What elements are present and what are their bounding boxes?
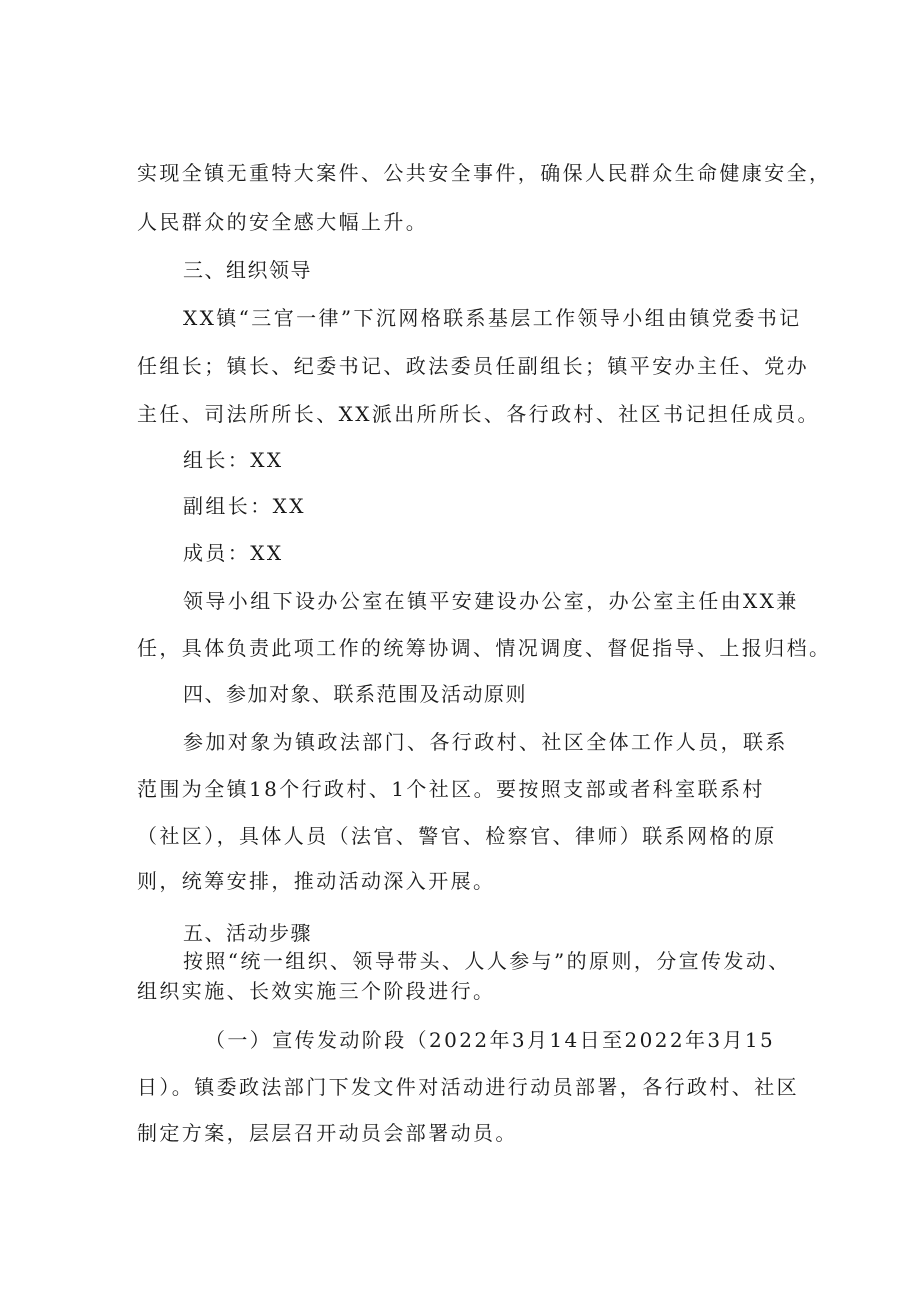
section-5-para-2-line-2: 日）。镇委政法部门下发文件对活动进行动员部署，各行政村、社区	[137, 1075, 799, 1099]
section-4-para-line-3: （社区），具体人员（法官、警官、检察官、律师）联系网格的原	[137, 824, 777, 848]
section-4-heading: 四、参加对象、联系范围及活动原则	[183, 682, 527, 706]
section-3-para-1-line-3: 主任、司法所所长、XX派出所所长、各行政村、社区书记担任成员。	[137, 402, 820, 426]
section-5-para-2-line-3: 制定方案，层层召开动员会部署动员。	[137, 1121, 518, 1145]
section-3-para-1-line-2: 任组长；镇长、纪委书记、政法委员任副组长；镇平安办主任、党办	[137, 354, 809, 378]
section-5-para-2-line-1: （一）宣传发动阶段（2022年3月14日至2022年3月15	[205, 1028, 776, 1052]
section-3-para-2-line-2: 任，具体负责此项工作的统筹协调、情况调度、督促指导、上报归档。	[137, 636, 832, 660]
leader-line: 组长：XX	[183, 448, 284, 472]
section-5-para-1-line-1: 按照“统一组织、领导带头、人人参与”的原则，分宣传发动、	[183, 949, 791, 973]
deputy-leader-line: 副组长：XX	[183, 494, 306, 518]
members-line: 成员：XX	[183, 541, 284, 565]
section-3-para-1-line-1: XX镇“三官一律”下沉网格联系基层工作领导小组由镇党委书记	[183, 306, 802, 330]
section-5-heading: 五、活动步骤	[183, 921, 312, 945]
section-5-para-1-line-2: 组织实施、长效实施三个阶段进行。	[137, 979, 496, 1003]
section-3-para-2-line-1: 领导小组下设办公室在镇平安建设办公室，办公室主任由XX兼	[183, 589, 799, 613]
section-3-heading: 三、组织领导	[183, 258, 312, 282]
section-4-para-line-1: 参加对象为镇政法部门、各行政村、社区全体工作人员，联系	[183, 730, 788, 754]
section-4-para-line-2: 范围为全镇18个行政村、1个社区。要按照支部或者科室联系村	[137, 777, 765, 801]
section-4-para-line-4: 则，统筹安排，推动活动深入开展。	[137, 869, 496, 893]
intro-line-1: 实现全镇无重特大案件、公共安全事件，确保人民群众生命健康安全，	[137, 161, 832, 185]
intro-line-2: 人民群众的安全感大幅上升。	[137, 210, 429, 234]
